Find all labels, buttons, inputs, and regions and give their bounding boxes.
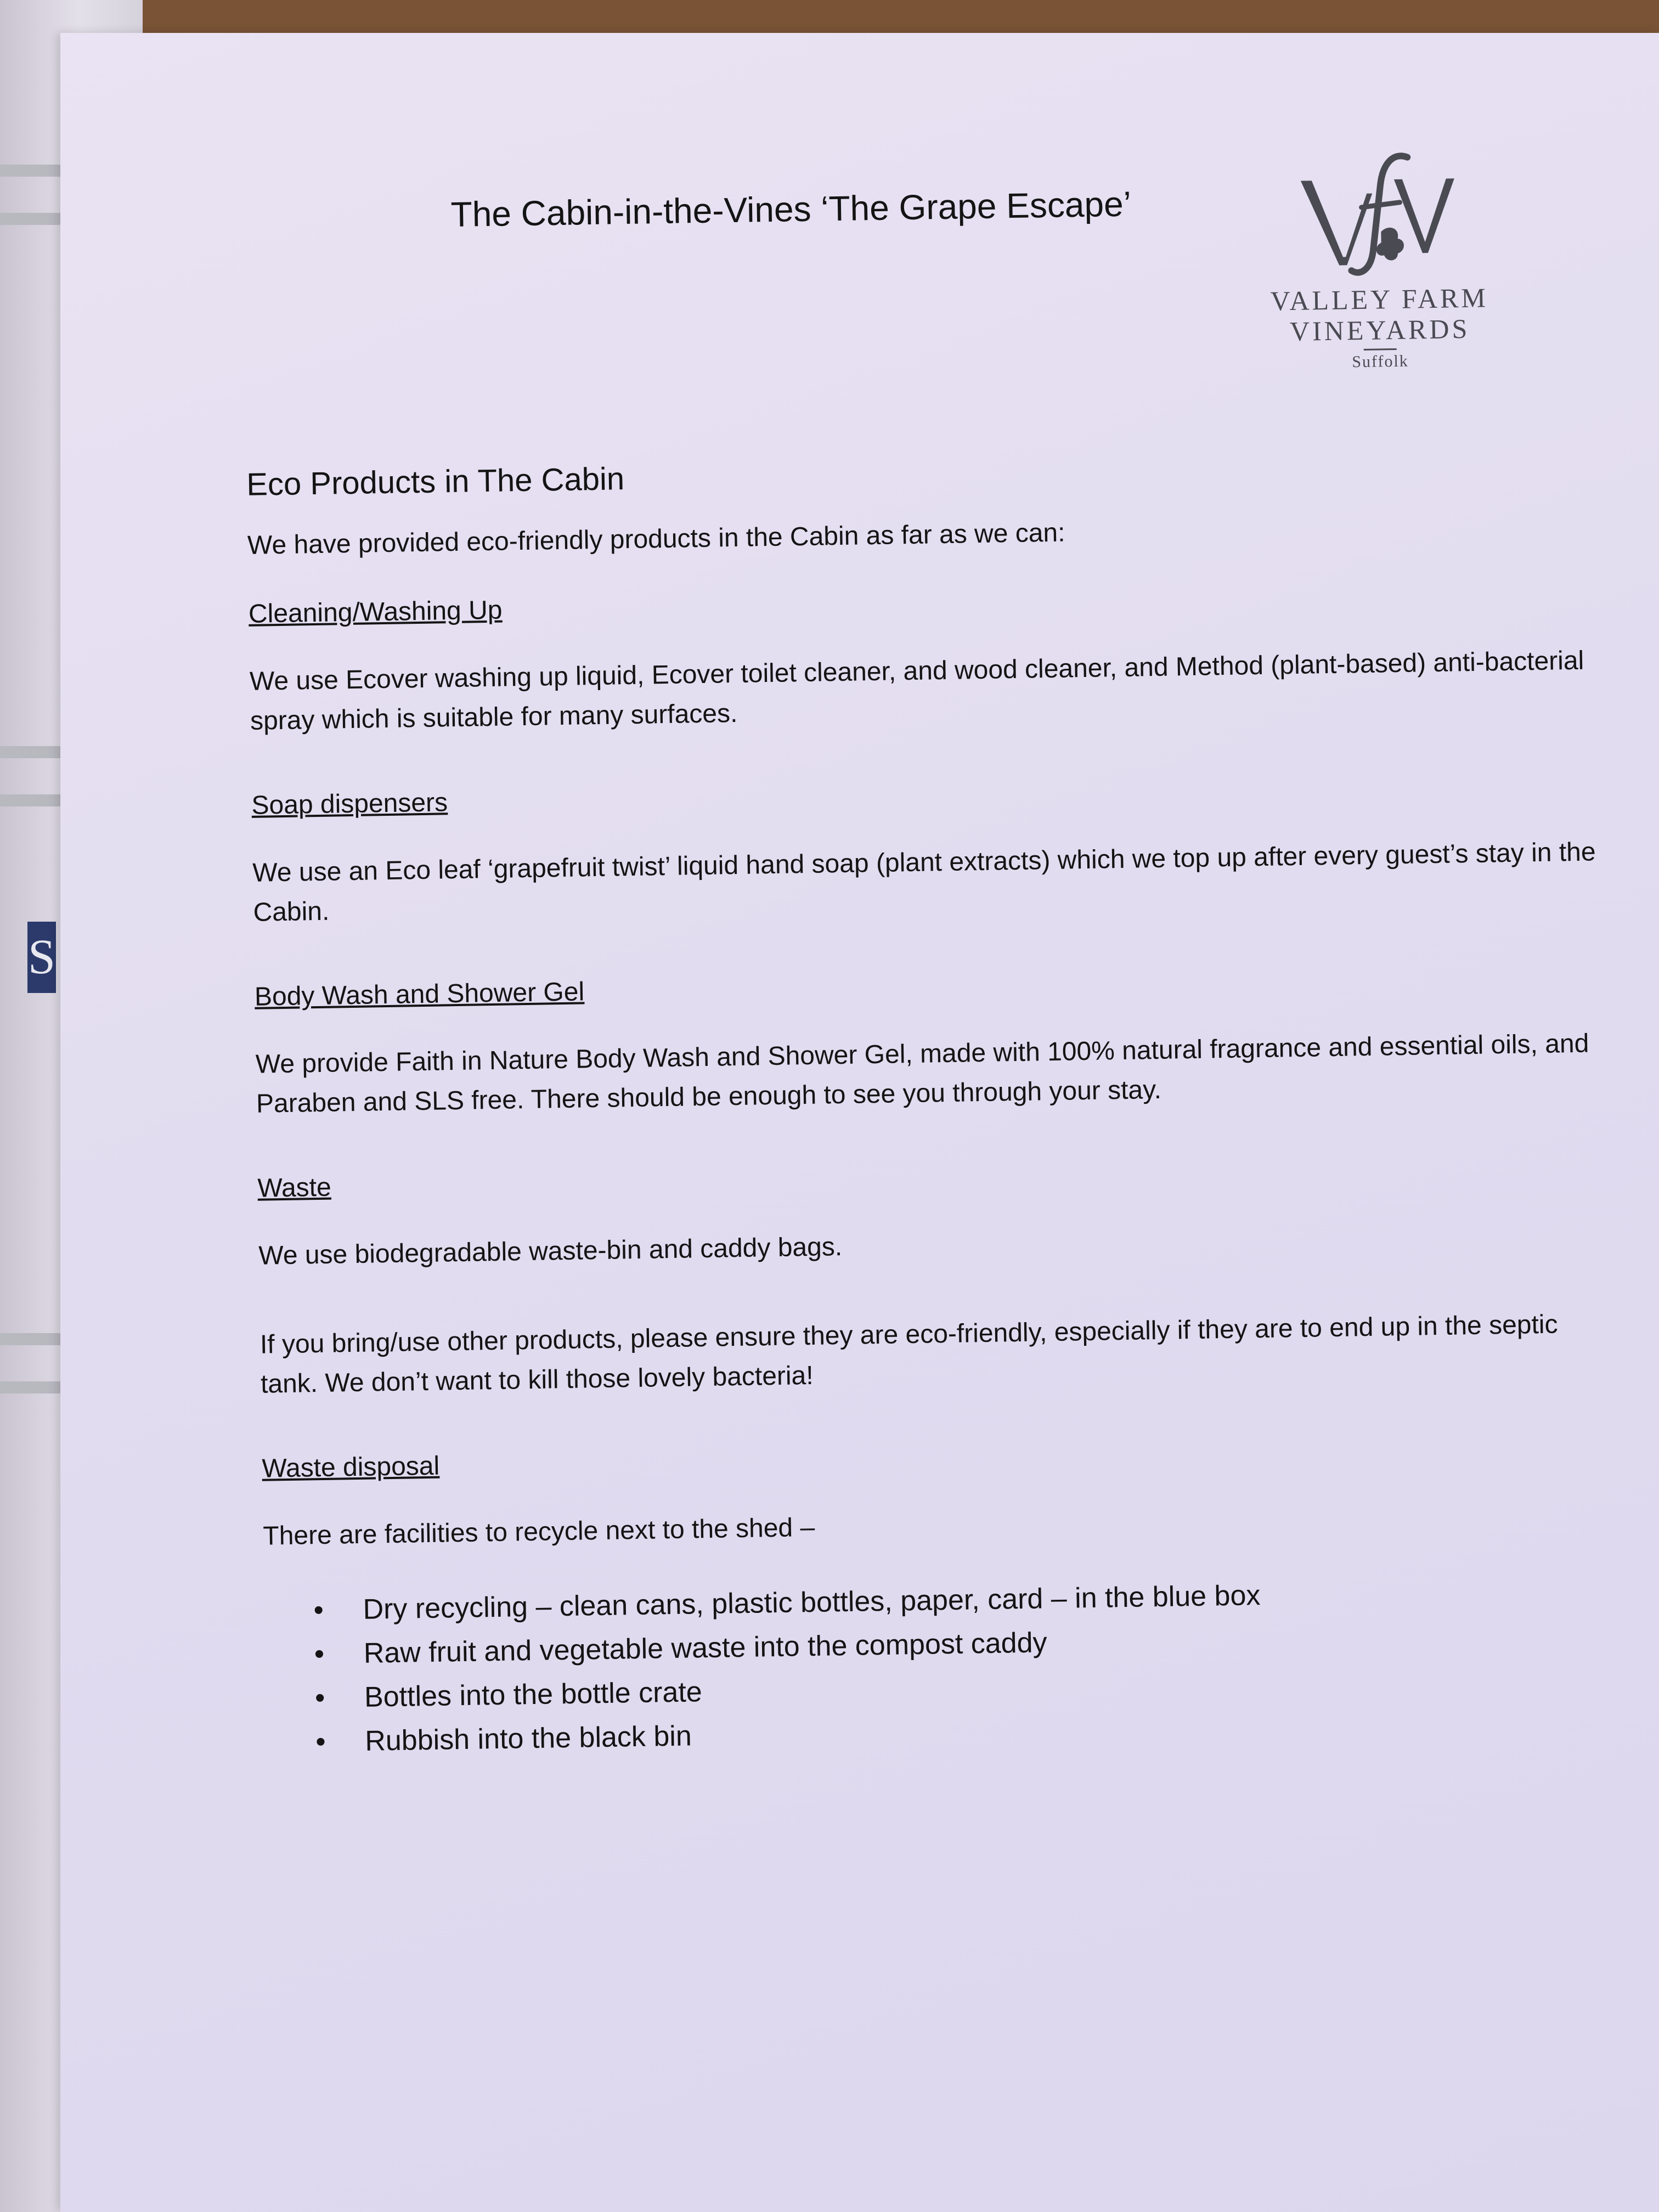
intro-text: We have provided eco-friendly products in the Cabin as far as we can: [247,518,1065,560]
list-item: • Raw fruit and vegetable waste into the compost caddy [314,1612,1609,1676]
section-title: Body Wash and Shower Gel [254,977,585,1012]
list-item: • Rubbish into the black bin [315,1700,1611,1764]
logo-divider [1364,348,1397,351]
section-paragraph: We use Ecover washing up liquid, Ecover toilet cleaner, and wood cleaner, and Method (plant-based) anti-bacterial spray which is suitable for many surfaces. [249,646,1584,736]
brand-logo [1234,139,1523,373]
binder-badge: S [27,922,56,993]
document-content [241,138,1596,1757]
section-paragraph: We use biodegradable waste-bin and caddy bags. [258,1232,843,1271]
vfv-monogram-icon [1289,140,1467,285]
section-heading: Eco Products in The Cabin [246,461,625,503]
section-paragraph: We provide Faith in Nature Body Wash and Shower Gel, made with 100% natural fragrance and essential oils, and Paraben and SLS free. There should be enough to see you through your stay. [255,1029,1589,1119]
section-paragraph: There are facilities to recycle next to the shed – [263,1513,815,1551]
document-body [246,445,1611,1764]
logo-text-line-2: VINEYARDS [1289,313,1470,347]
section-cleaning [249,578,1595,741]
section-waste [257,1152,1605,1404]
section-body-wash [255,961,1601,1124]
list-item: • Dry recycling – clean cans, plastic bottles, paper, card – in the blue box [313,1568,1609,1632]
logo-text-location: Suffolk [1352,352,1409,371]
logo-text-line-1: VALLEY FARM [1270,282,1489,317]
list-item: • Bottles into the bottle crate [314,1656,1610,1720]
section-title: Waste disposal [262,1451,440,1483]
recycling-list [264,1568,1611,1764]
document-sheet [60,33,1659,2212]
section-title: Waste [257,1172,332,1203]
section-title: Soap dispensers [251,788,448,820]
section-soap [251,769,1598,932]
section-title: Cleaning/Washing Up [248,595,503,629]
section-paragraph: We use an Eco leaf ‘grapefruit twist’ liquid hand soap (plant extracts) which we top up after every guest’s stay in the Cabin. [252,837,1596,927]
page-title: The Cabin-in-the-Vines ‘The Grape Escape’ [450,184,1132,235]
section-paragraph: If you bring/use other products, please ensure they are eco-friendly, especially if they are to end up in the septic tank. We don’t want to kill those lovely bacteria! [259,1310,1558,1399]
section-waste-disposal [262,1432,1611,1764]
